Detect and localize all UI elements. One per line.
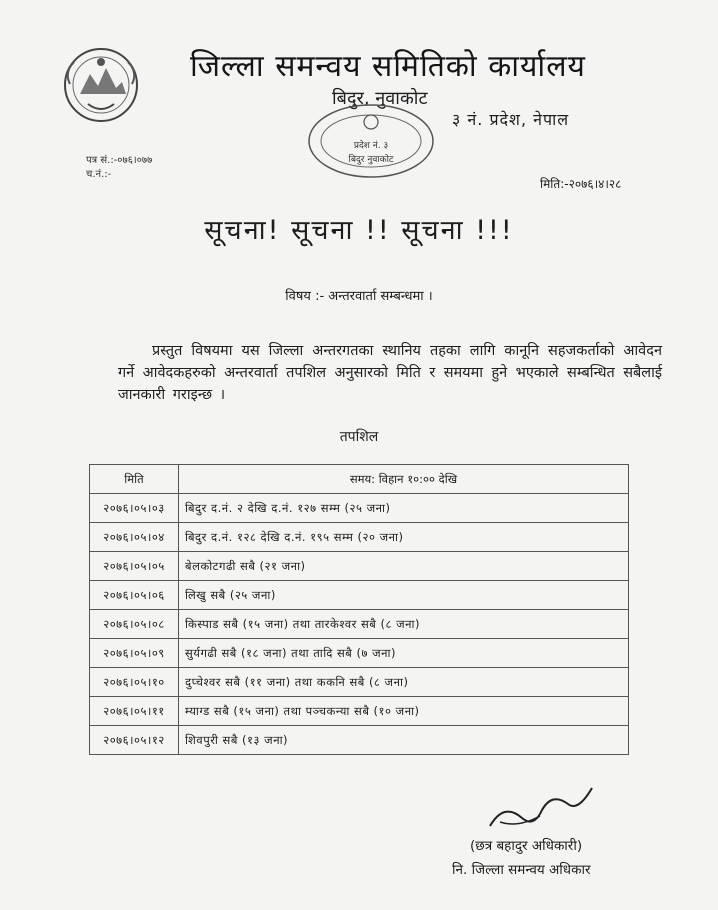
column-header-time: समय: विहान १०:०० देखि [179, 465, 629, 494]
notice-subject: विषय :- अन्तरवार्ता सम्बन्धमा । [285, 289, 433, 304]
row-detail: लिखु सबै (२५ जना) [179, 581, 629, 610]
row-date: २०७६।०५।०४ [90, 523, 179, 552]
table-row [90, 523, 629, 552]
table-row [90, 610, 629, 639]
row-date: २०७६।०५।०९ [90, 639, 179, 668]
notice-body: प्रस्तुत विषयमा यस जिल्ला अन्तरगतका स्थानिय तहका लागि कानूनि सहजकर्ताको आवेदन गर्ने आवेदकहरुको अन्तरवार्ता तपशिल अनुसारको मिति र समयमा हुने भएकाले सम्बन्धित सबैलाई जानकारी गराइन्छ । [118, 343, 662, 403]
row-date: २०७६।०५।११ [90, 697, 179, 726]
dispatch-number: च.नं.:- [86, 169, 112, 180]
notice-heading: सूचना! सूचना !! सूचना !!! [204, 215, 514, 246]
office-location: बिदुर, नुवाकोट [332, 88, 428, 109]
table-row [90, 726, 629, 755]
province-label: ३ नं. प्रदेश, नेपाल [452, 110, 570, 129]
letter-date: मिति:-२०७६।४।२८ [540, 177, 622, 191]
signatory-name: (छत्र बहादुर अधिकारी) [470, 838, 583, 854]
office-title: जिल्ला समन्वय समितिको कार्यालय [190, 49, 586, 84]
row-date: २०७६।०५।१२ [90, 726, 179, 755]
stamp-line1: प्रदेश नं. ३ [353, 141, 389, 151]
table-row [90, 494, 629, 523]
reference-block [86, 154, 152, 182]
row-detail: बिदुर द.नं. १२८ देखि द.नं. १९५ सम्म (२० जना) [179, 523, 629, 552]
table-header-row [90, 465, 629, 494]
row-detail: बिदुर द.नं. २ देखि द.नं. १२७ सम्म (२५ जना) [179, 494, 629, 523]
signature-mark [482, 782, 600, 834]
row-detail: किस्पाड सबै (१५ जना) तथा तारकेश्वर सबै (८ जना) [179, 610, 629, 639]
row-detail: दुप्चेश्वर सबै (११ जना) तथा ककनि सबै (८ जना) [179, 668, 629, 697]
interview-schedule-table [89, 464, 629, 755]
row-date: २०७६।०५।०५ [90, 552, 179, 581]
row-detail: सुर्यगढी सबै (१८ जना) तथा तादि सबै (७ जना) [179, 639, 629, 668]
row-date: २०७६।०५।०८ [90, 610, 179, 639]
row-date: २०७६।०५।०३ [90, 494, 179, 523]
reference-number: पत्र सं.:-०७६।०७७ [86, 155, 153, 166]
table-row [90, 639, 629, 668]
table-row [90, 668, 629, 697]
column-header-date: मिति [90, 465, 179, 494]
row-detail: शिवपुरी सबै (१३ जना) [179, 726, 629, 755]
row-date: २०७६।०५।१० [90, 668, 179, 697]
office-stamp [296, 98, 446, 184]
signatory-title: नि. जिल्ला समन्वय अधिकार [452, 862, 591, 878]
table-row [90, 552, 629, 581]
row-detail: म्याग्ड सबै (१५ जना) तथा पञ्चकन्या सबै (१० जना) [179, 697, 629, 726]
nepal-emblem-icon [58, 44, 144, 126]
row-date: २०७६।०५।०६ [90, 581, 179, 610]
row-detail: बेलकोटगढी सबै (२१ जना) [179, 552, 629, 581]
table-row [90, 697, 629, 726]
stamp-line2: बिदुर नुवाकोट [348, 155, 394, 165]
table-caption: तपशिल [339, 429, 379, 445]
table-row [90, 581, 629, 610]
